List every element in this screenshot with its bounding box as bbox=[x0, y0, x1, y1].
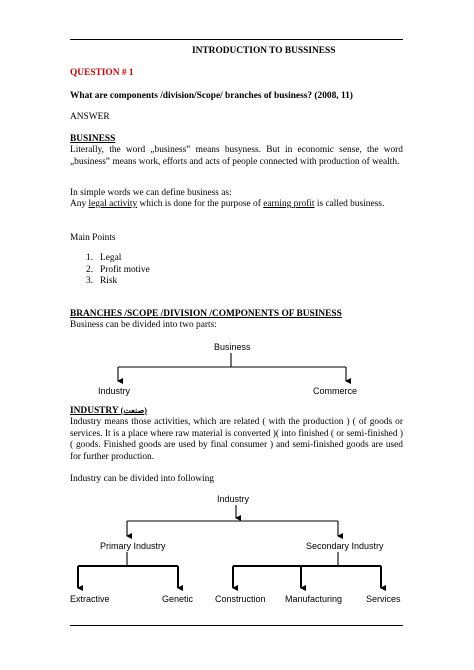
list-item: 2. Profit motive bbox=[86, 265, 150, 275]
branches-heading: BRANCHES /SCOPE /DIVISION /COMPONENTS OF BUSINESS bbox=[70, 309, 342, 319]
main-points-label: Main Points bbox=[70, 233, 116, 243]
diagram1-left-label: Industry bbox=[98, 386, 131, 396]
diagram1-right-label: Commerce bbox=[313, 386, 358, 396]
bottom-rule bbox=[70, 625, 403, 626]
diagram2-secondary-label: Secondary Industry bbox=[306, 541, 384, 551]
diagram2-leaf-services: Services bbox=[366, 594, 401, 604]
industry-definition: Industry means those activities, which are related ( with the production ) ( of goods or services. It is a place where raw material is converted )( into finished ( or semi-finished )( goods. Finished goods are used by final consumer ) and semi-finished goods are used for further production. bbox=[70, 417, 403, 462]
diagram2-root-label: Industry bbox=[217, 494, 250, 504]
def-middle: which is done for the purpose of bbox=[137, 199, 264, 209]
list-item: 3. Risk bbox=[86, 276, 118, 286]
industry-heading bbox=[70, 406, 147, 416]
industry-heading-urdu: (صنعت) bbox=[120, 406, 147, 415]
industry-intro: Industry can be divided into following bbox=[70, 474, 214, 484]
diagram2-leaf-construction: Construction bbox=[215, 594, 266, 604]
diagram2-leaf-genetic: Genetic bbox=[162, 594, 194, 604]
business-definition: Literally, the word „business‟ means busyness. But in economic sense, the word „business‟ means work, efforts and acts of people connected with production of wealth. bbox=[70, 145, 403, 167]
list-item: 1. Legal bbox=[86, 253, 122, 263]
simple-words-intro: In simple words we can define business as: bbox=[70, 188, 232, 198]
industry-heading-text: INDUSTRY bbox=[70, 406, 119, 416]
diagram1-connectors bbox=[118, 353, 346, 381]
question-label: QUESTION # 1 bbox=[70, 68, 134, 78]
business-heading: BUSINESS bbox=[70, 134, 116, 144]
earning-profit-term: earning profit bbox=[263, 199, 315, 209]
def-suffix: is called business. bbox=[314, 199, 385, 209]
answer-label: ANSWER bbox=[70, 112, 110, 122]
branches-intro: Business can be divided into two parts: bbox=[70, 320, 217, 330]
diagram2-leaf-manufacturing: Manufacturing bbox=[285, 594, 343, 604]
legal-activity-term: legal activity bbox=[88, 199, 138, 209]
document-title: INTRODUCTION TO BUSSINESS bbox=[192, 46, 336, 56]
def-prefix: Any bbox=[70, 199, 89, 209]
diagram1-root-label: Business bbox=[214, 342, 251, 352]
question-text: What are components /division/Scope/ branches of business? (2008, 11) bbox=[70, 91, 353, 101]
diagram2-leaf-extractive: Extractive bbox=[70, 594, 110, 604]
diagram2-primary-label: Primary Industry bbox=[100, 541, 166, 551]
